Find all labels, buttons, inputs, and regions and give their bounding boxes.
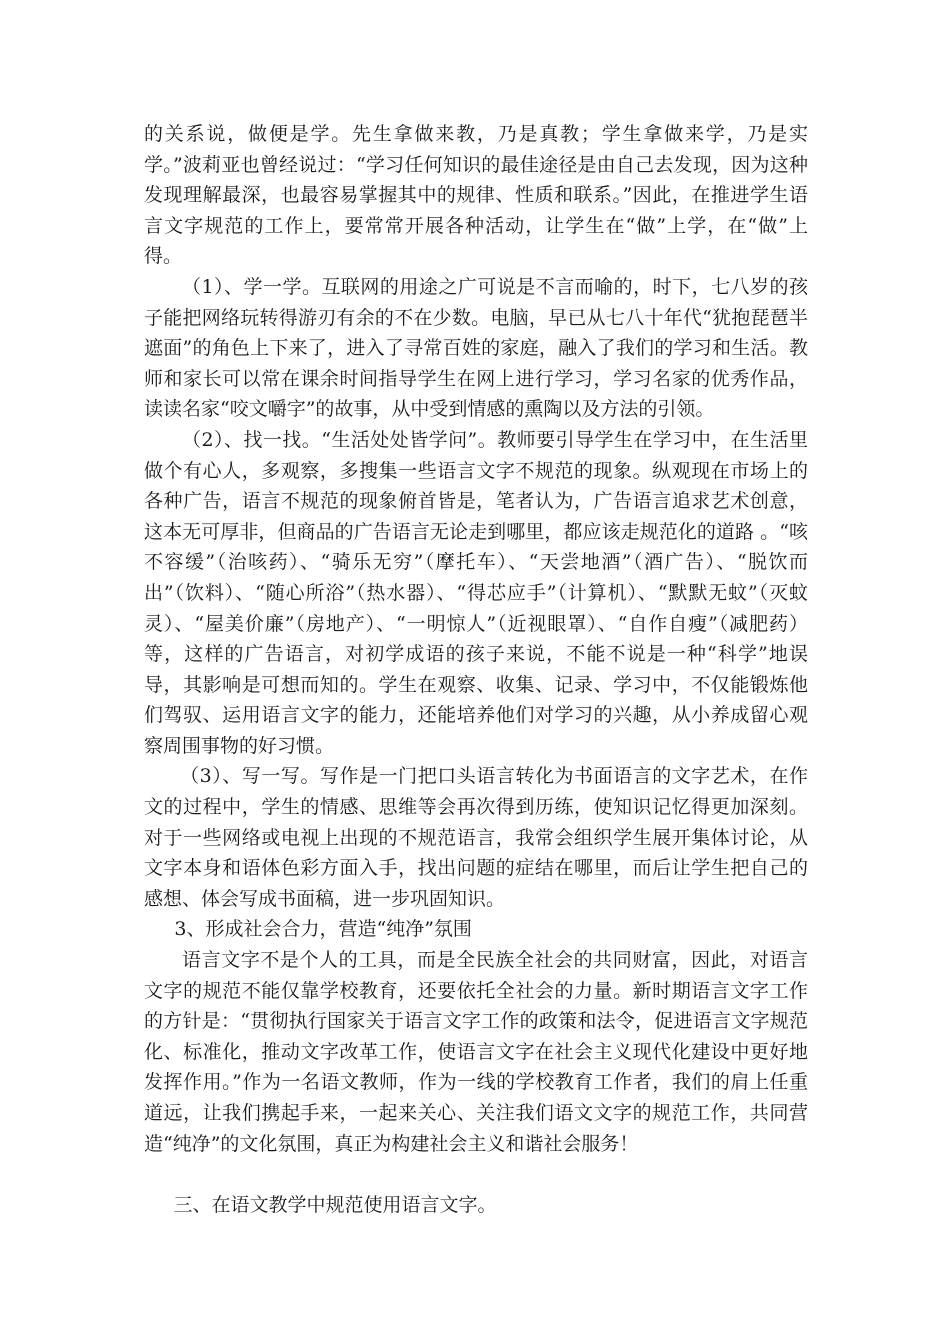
paragraph-continuation: 的关系说，做便是学。先生拿做来教，乃是真教；学生拿做来学，乃是实学。”波莉亚也曾经说过：“学习任何知识的最佳途径是由自己去发现，因为这种发现理解最深，也最容易掌握其中的规律、性质和联系。”因此，在推进学生语言文字规范的工作上，要常常开展各种活动，让学生在“做”上学，在“做”上得。 xyxy=(144,123,808,268)
blank-line xyxy=(144,1159,808,1190)
paragraph-write: （3）、写一写。写作是一门把口头语言转化为书面语言的文字艺术，在作文的过程中，学生的情感、思维等会再次得到历练，使知识记忆得更加深刻。对于一些网络或电视上出现的不规范语言，我常会组织学生展开集体讨论，从文字本身和语体色彩方面入手，找出问题的症结在哪里，而后让学生把自己的感想、体会写成书面稿，进一步巩固知识。 xyxy=(144,765,808,910)
paragraph-society: 语言文字不是个人的工具，而是全民族全社会的共同财富，因此，对语言文字的规范不能仅靠学校教育，还要依托全社会的力量。新时期语言文字工作的方针是：“贯彻执行国家关于语言文字工作的政策和法令，促进语言文字规范化、标准化，推动文字改革工作，使语言文字在社会主义现代化建设中更好地发挥作用。”作为一名语文教师，作为一线的学校教育工作者，我们的肩上任重道远，让我们携起手来，一起来关心、关注我们语文文字的规范工作，共同营造“纯净”的文化氛围，真正为构建社会主义和谐社会服务！ xyxy=(144,949,808,1155)
paragraph-learn: （1）、学一学。互联网的用途之广可说是不言而喻的，时下，七八岁的孩子能把网络玩转得游刃有余的不在少数。电脑，早已从七八十年代“犹抱琵琶半遮面”的角色上下来了，进入了寻常百姓的家庭，融入了我们的学习和生活。教师和家长可以常在课余时间指导学生在网上进行学习，学习名家的优秀作品，读读名家“咬文嚼字”的故事，从中受到情感的熏陶以及方法的引领。 xyxy=(144,275,808,421)
document-page xyxy=(144,119,808,1220)
section-heading-three: 三、在语文教学中规范使用语言文字。 xyxy=(173,1193,497,1216)
paragraph-find: （2）、找一找。“生活处处皆学问”。教师要引导学生在学习中，在生活里做个有心人，多观察，多搜集一些语言文字不规范的现象。纵观现在市场上的各种广告，语言不规范的现象俯首皆是，笔者认为，广告语言追求艺术创意，这本无可厚非，但商品的广告语言无论走到哪里，都应该走规范化的道路 。“咳不容缓”（治咳药）、“骑乐无穷”（摩托车）、“天尝地酒”（酒广告）、“脱饮而出”（饮料）、“随心所浴”（热水器）、“得芯应手”（计算机）、“默默无蚊”（灭蚊灵）、“屋美价廉”（房地产）、“一明惊人”（近视眼罩）、“自作自瘦”（减肥药）等，这样的广告语言，对初学成语的孩子来说，不能不说是一种“科学”地误导，其影响是可想而知的。学生在观察、收集、记录、学习中，不仅能锻炼他们驾驭、运用语言文字的能力，还能培养他们对学习的兴趣，从小养成留心观察周围事物的好习惯。 xyxy=(144,428,808,757)
subheading-social-force: 3、形成社会合力，营造“纯净”氛围 xyxy=(174,918,472,941)
